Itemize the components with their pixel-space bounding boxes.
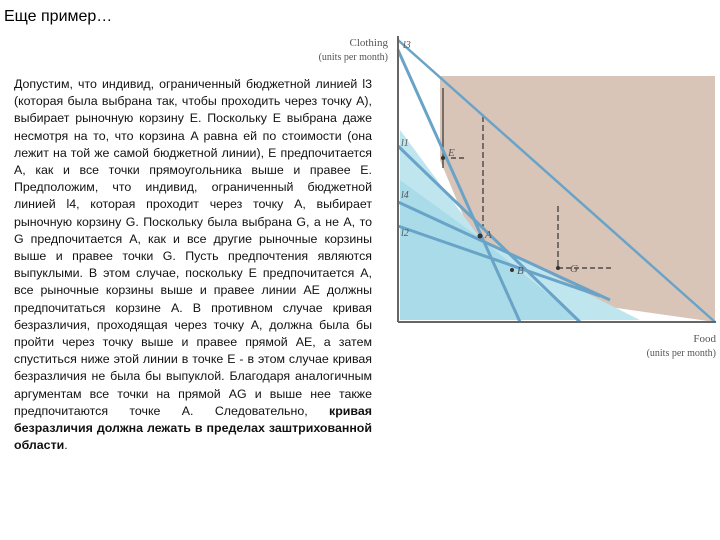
point-a-marker [478,234,483,239]
body-text-main: Допустим, что индивид, ограниченный бюджетной линией l3 (которая была выбрана так, чтобы проходить через точку А), выбирает рыночную корзину E. Поскольку E выбрана даже несмотря на то, что корзина A равна ей по стоимости (она лежит на той же самой бюджетной линии), E предпочитается A, как и все точки прямоугольника выше и правее E. Предположим, что индивид, ограниченный бюджетной линией l4, которая проходит через точку A, выбирает рыночную корзину G. Поскольку была выбрана G, а не A, то G предпочитается A, как и все другие рыночные корзины выше и правее точки G. Пусть предпочтения являются выпуклыми. В этом случае, поскольку E предпочитается A, все рыночные корзины выше и правее линии AE должны предпочитаться корзине A. В противном случае кривая безразличия, проходящая через точку A, должна была бы пройти через точку выше и правее прямой AE, а затем спуститься ниже этой линии в точке E - в этом случае кривая безразличия не была бы выпуклой. Благодаря аналогичным аргументам все точки на прямой AG и выше нее также предпочитаются точке A. Следовательно, [14,77,372,418]
y-axis-label-line2: (units per month) [318,52,388,63]
point-g-label: G [570,263,578,275]
y-axis-label-line1: Clothing [349,37,388,49]
label-l2: l2 [401,228,409,239]
label-l3: l3 [403,40,411,51]
x-axis-label-line2: (units per month) [646,348,716,359]
point-g-marker [556,266,560,270]
point-a-label: A [485,229,492,241]
label-l4: l4 [401,190,409,201]
point-e-label: E [448,147,455,159]
revealed-preference-diagram [290,30,720,370]
x-axis-label-line1: Food [693,333,716,345]
point-b-marker [510,268,514,272]
body-text-conclusion: кривая безразличия должна лежать в пределах заштрихованной области [14,403,372,453]
slide-title: Еще пример… [4,8,113,25]
point-e-marker [441,156,445,160]
body-text-end: . [64,438,68,453]
label-l1: l1 [401,138,409,149]
point-b-label: B [517,265,524,277]
